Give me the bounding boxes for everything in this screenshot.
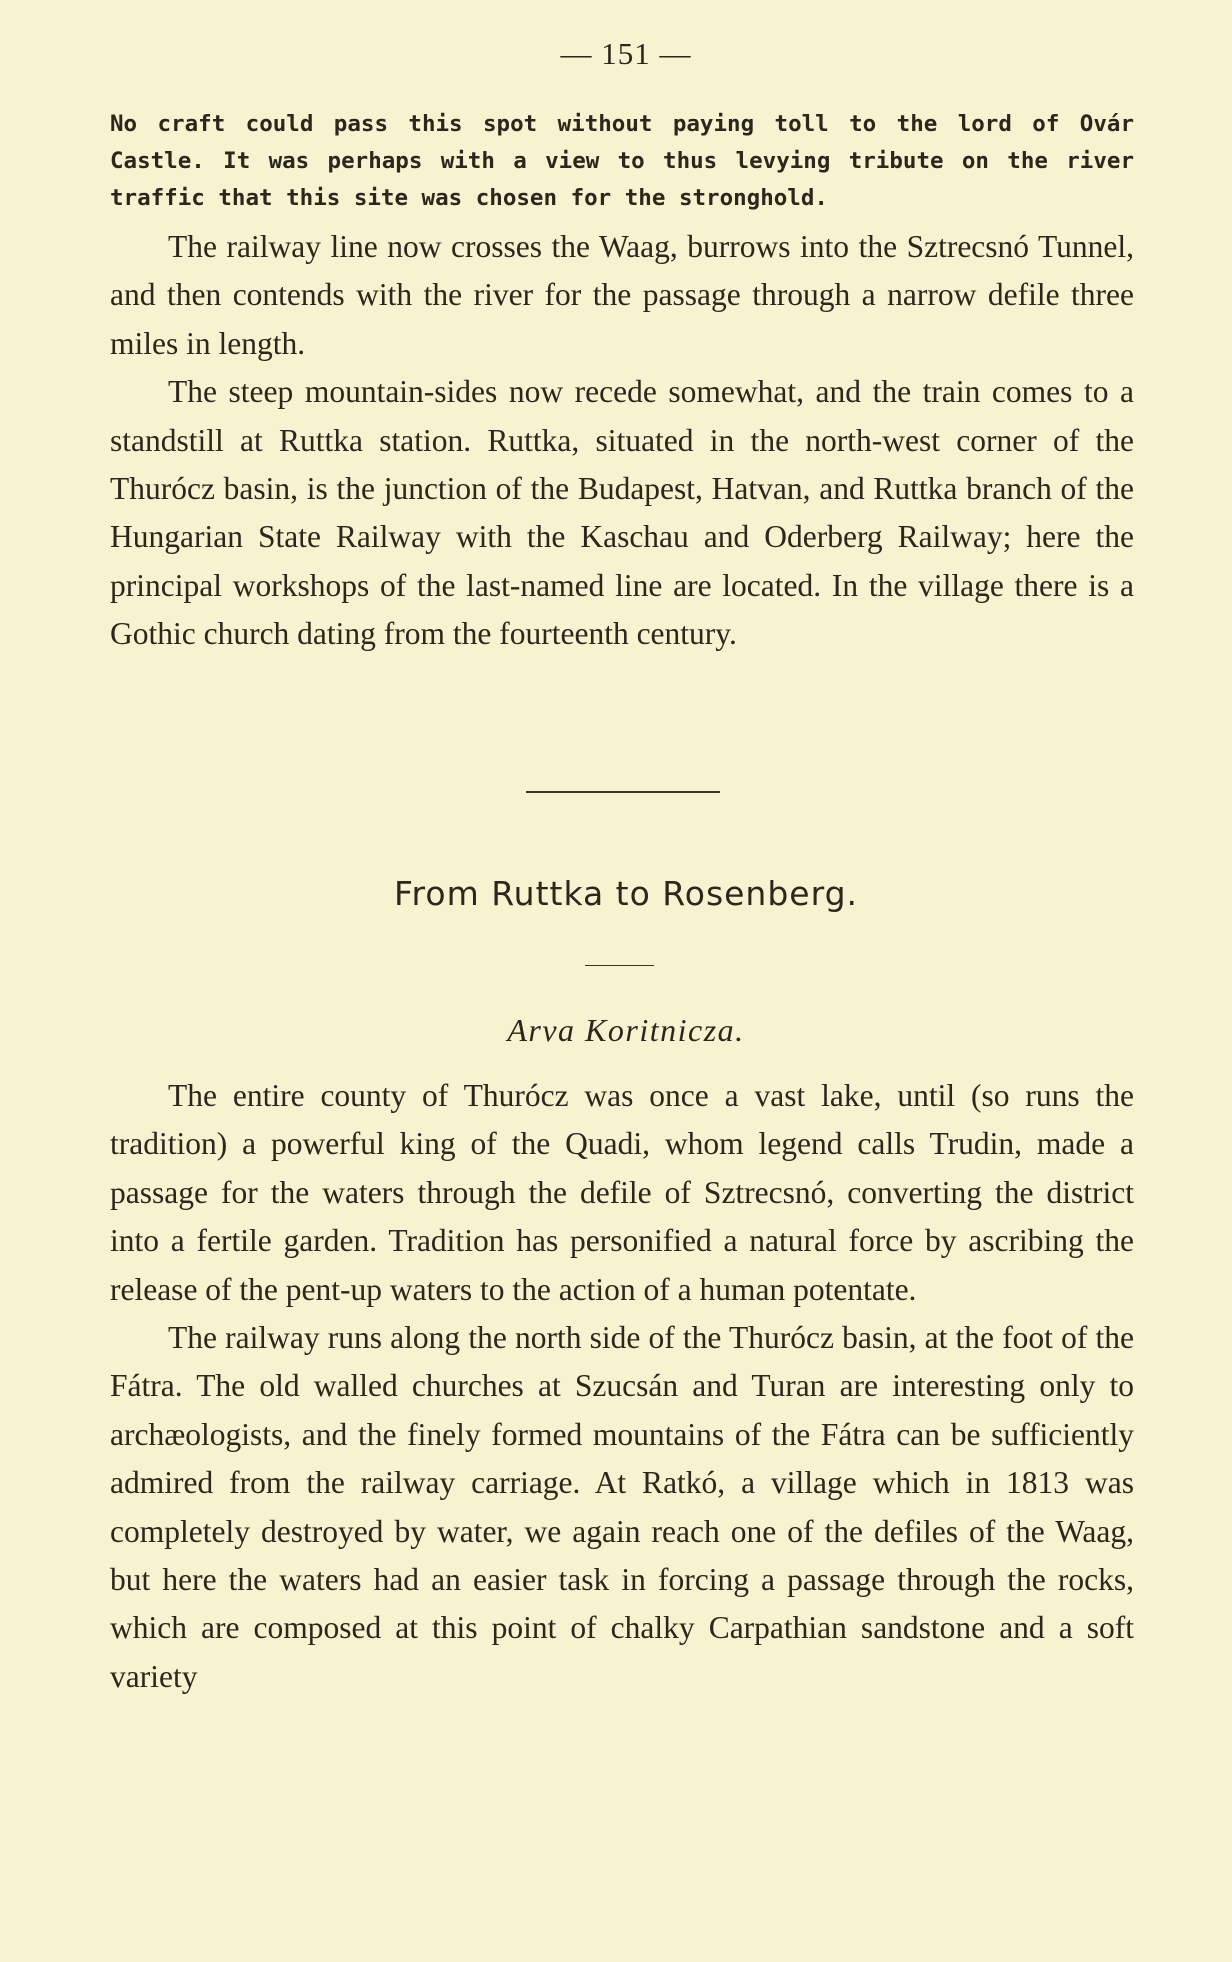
paragraph-railway-fatra: The railway runs along the north side of the Thurócz basin, at the foot of the Fátra. The old walled churches at Szucsán and Turan are interesting only to archæologists, and the finely formed mountains of the Fátra can be sufficiently admired from the railway carriage. At Ratkó, a village which in 1813 was completely destroyed by water, we again reach one of the defiles of the Waag, but here the waters had an easier task in forcing a passage through the rocks, which are composed at this point of chalky Carpathian sandstone and a soft variety xyxy=(110,1320,1134,1694)
paragraph-ruttka-station: The steep mountain-sides now recede somewhat, and the train comes to a standstill at Ruttka station. Ruttka, situated in the north-west corner of the Thurócz basin, is the junction of the Budapest, Hatvan, and Ruttka branch of the Hungarian State Railway with the Kaschau and Oderberg Railway; here the principal workshops of the last-named line are located. In the village there is a Gothic church dating from the fourteenth century. xyxy=(110,374,1134,652)
sub-title: Arva Koritnicza. xyxy=(507,1012,745,1048)
paragraph-railway-waag: The railway line now crosses the Waag, burrows into the Sztrecsnó Tunnel, and then contends with the river for the passage through a narrow defile three miles in length. xyxy=(110,229,1134,361)
title-underline-rule xyxy=(585,965,654,966)
footnote-paragraph: No craft could pass this spot without paying toll to the lord of Ovár Castle. It was perhaps with a view to thus levying tribute on the river traffic that this site was chosen for the stronghold. xyxy=(110,111,1134,211)
page-number: — 151 — xyxy=(560,36,692,71)
section-divider-rule xyxy=(526,791,720,793)
paragraph-thurocz-lake: The entire county of Thurócz was once a vast lake, until (so runs the tradition) a powerful king of the Quadi, whom legend calls Trudin, made a passage for the waters through the defile of Sztrecsnó, converting the district into a fertile garden. Tradition has personified a natural force by ascribing the release of the pent-up waters to the action of a human potentate. xyxy=(110,1078,1134,1307)
section-title: From Ruttka to Rosenberg. xyxy=(393,874,859,913)
body-section-bottom xyxy=(110,1072,1134,1701)
body-section-top xyxy=(110,223,1134,659)
